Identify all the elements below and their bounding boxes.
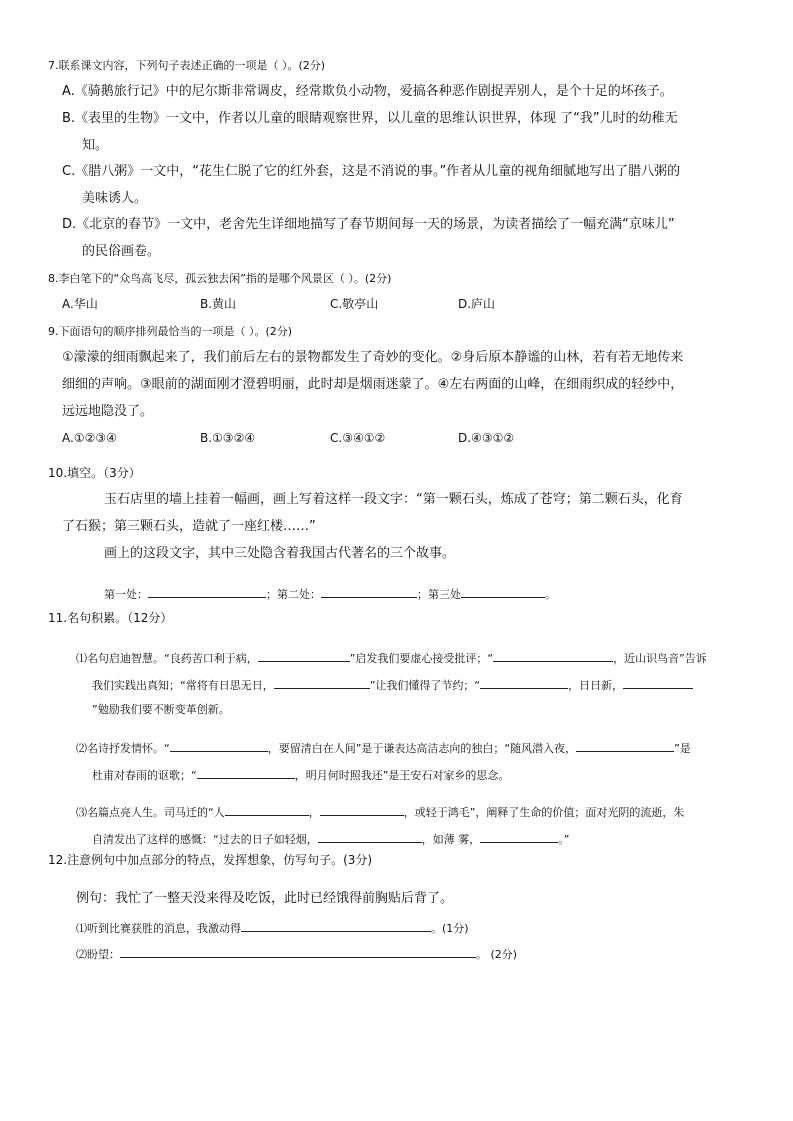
q10-fill-label-3: ；第三处 [417,588,461,601]
q9-option-a: A.①②③④ [62,431,117,445]
q11-item1-blank-4[interactable] [480,677,568,689]
q11-item2-text-b: ，要留清白在人间”是于谦表达高洁志向的独白；“随风潜入夜， [267,742,577,755]
q11-item2-blank-3[interactable] [197,767,295,779]
q11-item3-text-f: 。” [558,833,570,846]
q10-blank-3[interactable] [461,586,545,598]
q11-item2-blank-2[interactable] [576,740,674,752]
q9-passage-line1: ①濛濛的细雨飘起来了，我们前后左右的景物都发生了奇妙的变化。②身后原本静谧的山林，若有若无地传来 [62,350,684,365]
q12-item2 [76,946,517,960]
q8-option-a: A.华山 [62,297,98,311]
q9-option-d: D.④③①② [458,431,515,445]
q10-blank-2[interactable] [321,586,417,598]
q11-item3-line2 [92,831,569,845]
q11-item2-text-e: ，明月何时照我还”是王安石对家乡的思念。 [294,769,510,782]
q11-item2-text-a: ⑵名诗抒发情怀。“ [76,742,170,755]
q10-fill-label-1: 第一处： [104,588,148,601]
q10-fill-label-4: 。 [545,588,556,601]
q12-item1-score: 。(1分) [431,922,469,935]
q11-item1-text-c: ，近山识鸟音”告诉 [613,652,707,665]
q11-item2-blank-1[interactable] [170,740,268,752]
q11-item3-text-b: ， [308,806,320,819]
q12-item1-blank[interactable] [241,920,431,932]
q7-option-b-line2: 知。 [82,138,109,153]
q11-item1-text-d: 我们实践出真知；“常将有日思无日， [92,679,274,692]
q11-item1-line3: ”勉励我们要不断变革创新。 [92,703,230,716]
q10-stem: 10.填空。（3分） [48,466,141,480]
q12-item1-text: ⑴听到比赛获胜的消息，我激动得 [76,922,241,935]
q8-option-b: B.黄山 [200,297,237,311]
q11-item1-line1 [76,650,707,664]
q12-item2-blank[interactable] [120,946,476,958]
q10-fill-row [104,586,556,600]
q11-item3-blank-3[interactable] [318,831,422,843]
q7-option-c-line1: C.《腊八粥》一文中，“花生仁脱了它的红外套，这是不消说的事。”作者从儿童的视角细腻地写出了腊八粥的 [62,164,681,179]
q11-item1-blank-2[interactable] [493,650,613,662]
q11-item1-text-e: ”让我们懂得了节约；“ [369,679,481,692]
q11-item1-text-b: ”启发我们要虚心接受批评；“ [349,652,494,665]
q8-option-c: C.敬亭山 [330,297,379,311]
q8-stem: 8.李白笔下的“众鸟高飞尽，孤云独去闲”指的是哪个风景区（ ）。(2分) [48,272,392,285]
q11-item2-line1 [76,740,691,754]
q8-option-d: D.庐山 [458,297,496,311]
q11-item1-line2 [92,677,693,691]
q11-item1-text-a: ⑴名句启迪智慧。“良药苦口利于病， [76,652,258,665]
q11-item3-blank-4[interactable] [480,831,558,843]
q7-option-d-line2: 的民俗画卷。 [82,244,161,259]
q7-option-d-line1: D.《北京的春节》一文中，老舍先生详细地描写了春节期间每一天的场景，为读者描绘了一幅充满“京味儿” [62,217,675,232]
q11-item3-text-d: 自清发出了这样的感慨：“过去的日子如轻烟， [92,833,318,846]
q11-item3-line1 [76,804,684,818]
q10-blank-1[interactable] [148,586,266,598]
q11-item3-text-a: ⑶名篇点亮人生。司马迁的“人 [76,806,225,819]
q12-example: 例句：我忙了一整天没来得及吃饭，此时已经饿得前胸贴后背了。 [76,891,454,906]
q12-item2-score: 。 (2分) [476,948,518,961]
q11-item1-blank-1[interactable] [258,650,350,662]
q10-passage-line2: 了石猴；第三颗石头，造就了一座红楼……” [62,519,316,534]
q11-item1-blank-5[interactable] [623,677,693,689]
q10-passage-line3: 画上的这段文字，其中三处隐含着我国古代著名的三个故事。 [104,546,456,561]
q9-option-c: C.③④①② [330,431,386,445]
q9-stem: 9.下面语句的顺序排列最恰当的一项是（ ）。(2分) [48,325,293,338]
q9-option-b: B.①③②④ [200,431,256,445]
q11-item2-line2 [92,767,509,781]
q11-item2-text-c: ”是 [674,742,691,755]
q9-passage-line2: 细细的声响。③眼前的湖面刚才澄碧明丽，此时却是烟雨迷蒙了。④左右两面的山峰，在细雨织成的轻纱中， [62,377,684,392]
q11-item3-text-e: ，如薄 雾， [421,833,481,846]
q11-stem: 11.名句积累。（12分） [48,611,173,625]
q7-option-b-line1: B.《表里的生物》一文中，作者以儿童的眼睛观察世界，以儿童的思维认识世界，体现 了“我”儿时的幼稚无 [62,111,678,126]
q11-item1-blank-3[interactable] [274,677,370,689]
q11-item1-text-f: ，日日新， [568,679,624,692]
q11-item3-text-c: ，或轻于鸿毛”，阐释了生命的价值；面对光阴的流逝，朱 [403,806,685,819]
q10-fill-label-2: ；第二处： [266,588,321,601]
q12-item2-text: ⑵盼望： [76,948,120,961]
q11-item3-blank-1[interactable] [225,804,309,816]
q11-item3-blank-2[interactable] [320,804,404,816]
q12-stem: 12.注意例句中加点部分的特点，发挥想象，仿写句子。(3分) [48,853,373,867]
q10-passage-line1: 玉石店里的墙上挂着一幅画，画上写着这样一段文字：“第一颗石头，炼成了苍穹；第二颗石头，化育 [104,492,683,507]
q9-passage-line3: 远远地隐没了。 [62,404,154,419]
q7-option-a: A.《骑鹅旅行记》中的尼尔斯非常调皮，经常欺负小动物，爱搞各种恶作剧捉弄别人，是个十足的坏孩子。 [62,84,673,99]
q12-item1 [76,920,469,934]
q7-stem: 7.联系课文内容，下列句子表述正确的一项是（ ）。(2分) [48,59,326,72]
q11-item2-text-d: 杜甫对春雨的讴歌；“ [92,769,197,782]
q7-option-c-line2: 美味诱人。 [82,191,148,206]
